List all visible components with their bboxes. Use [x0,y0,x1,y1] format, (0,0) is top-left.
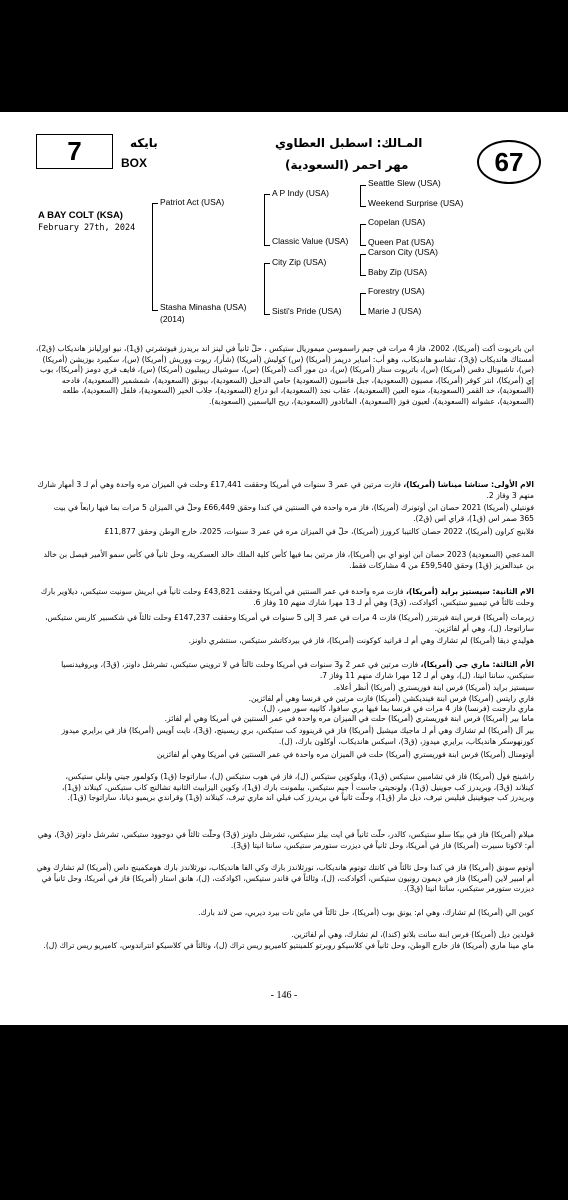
pedigree-ggs-1: Seattle Slew (USA) [368,178,441,188]
dam3-item-10: كوين الي (أمريكا) لم تشارك، وهي ام: يونق بوب (أمريكا)، حل ثالثاً في ماين تات بيرد ديربي، صن لاند بارك. [198,908,534,917]
dam3-item-12: ماي مينا ماري (أمريكا) فاز خارج الوطن، وحل ثانياً في كلاسيكو روبرتو كلمينتيو كاميريو ريس تراك (ل)، وثالثاً في كلاسيكو انتراندوس، كاميريو ريس تراك (ل). [43,941,534,950]
pedigree-gs2: Classic Value (USA) [272,236,349,246]
dam3-text: فازت مرتين في عمر 2 و3 سنوات في أمريكا وحلت ثالثاً في لا ترويني ستيكس، تشرشل داونز، (ق3)، وبروفيدنسيا ستيكس، ساننا انيتا، (ل)، وهي أم لـ 12 مهرا شارك منهم 11 وفاز 7. [61,660,534,680]
pedigree-bracket-1 [360,185,366,207]
sire-paragraph: ابن باتريوت أكت (أمريكا)، 2002، فاز 4 مرات في جيم راسموسن ميموريال ستيكس ، حلّ ثانياً في لينز اند بريدرز فيوتشرتي (ق1)، نيو اورليانز هانديكاب (ق2)، أمستاك هانديكاب (ق3)، تشاسو هانديكاب، وهو أب: امباير دريمز (أمريكا) (س) كوليش (أمريكا) (شأر)، ريوت ووريش (أمريكا) (س)، سكيبرد بوزيشن (أمريكا) (س)، تاشيونال دقس (أمريكا) (س)، باتريوت ستار (أمريكا) (س)، دن مور أكت (أمريكا) (س)، سوشيال ريبيليون (أمريكا) (س)، فايف فري دومز (أمريكا)، بوب إي (أمريكا)، انتر كوفر (أمريكا)، مصيون (السعودية)، جبل قاسيون (السعودية) حامي الدخيل (السعودية)، بيونق (السعودية)، شمشمير (السعودية)، فادحه (السعودية)، خد القمر (السعودية)، منوه العين (السعودية)، عقاب نجد (السعودية)، ابو دراع (السعودية)، جلاب الخير (السعودية)، فلفل (السعودية)، طلعه (السعودية)، عشوانه (السعودية)، لعيون فوز (السعودية)، الماتادور (السعودية)، ريح الياسمين (السعودية). [35,344,534,406]
dam3-item-3: ماري دارجنت (فرنسا) فاز 4 مرات في فرنسا بما فيها بري سافوا، كانييه سور مير، (ل). [261,704,534,713]
pedigree-ggs-3: Copelan (USA) [368,217,426,227]
pedigree-ggs-4: Queen Pat (USA) [368,237,435,247]
pedigree-bracket-3 [360,254,366,276]
pedigree-gs3: City Zip (USA) [272,257,327,267]
pedigree-ggs-7: Forestry (USA) [368,286,425,296]
pedigree-sire: Patriot Act (USA) [160,197,225,207]
dam3-item-9: أوتوم سونق (أمريكا) فاز في كندا وحل ثالثاً في كانتك توتوم هانديكاب، نورثلاندز بارك وكي الفا هانديكاب، نورثلاندز بارك هومكمينج داس (أمريكا) لم تشارك وهي أم امبير لاين (أمريكا) فاز في ديمون رونيون ستيكس، أكوادكت، (ل)، وثالثاً في قاندر ستيكس، اكوادكت، (ل)، هانق استار (أمريكا) فاز في أمريكا، وحل ثانياً في ديزرت ستورمر ستيكس، سانتا انيتا (ق3). [36,863,534,894]
pedigree-gs1: A P Indy (USA) [272,188,330,198]
dam3-item-5: بير آل (أمريكا) لم تشارك وهي أم لـ ماجيك ميشيل (أمريكا) فاز في قرينوود كب ستيكس، بري ريسينج، (ق3)، نايت آويس (أمريكا) فاز في برايري ميدوز كورنهوسكر هانديكاب، برايري ميدوز، (ق3)، اسيكس هانديكاب، أوكلون بارك، (ل). [61,726,534,746]
dam3-item-4: ماما بير (أمريكا) فرس ابنة فوريستري (أمريكا) حلت في الميزان مره واحدة في عمر السنتين في أمريكا وهي أم لفائز. [164,714,534,723]
dam3-item-2: فاري رايتس (أمريكا) فرس ابنة فينديكشن (أمريكا) فازت مرتين في فرنسا وهي أم لفائزين. [248,694,534,703]
dam3-item-6: أوتومنال (أمريكا) فرس ابنة فوريستري (أمريكا) حلت في الميزان مره واحدة في عمر السنتين في أمريكا وهي أم لفائزين [156,750,534,759]
dam2-section [34,587,534,608]
box-label-en: BOX [121,156,148,170]
dam2-text: فازت مره واحدة في عمر السنتين في أمريكا وحققت ‎£43,821‎ وحلت ثانياً في ابريش سونيت ستيكس، ديلاوير بارك وحلت ثالثاً في تيمبيو ستيكس، أكوادكت، (ق3) وهي أم لـ 13 مهرا شارك منهم 10 وفاز 6. [40,587,534,607]
dam1-item-2: فلابنج كراون (أمريكا)، 2022 حصان كالتيبا كرورز (أمريكا)، حلّ في الميزان مره في عمر 3 سنوات، 2025، خارج الوطن وحقق ‎£11,877 [104,527,534,536]
owner-label: المـالك: اسطبل العطاوي [275,136,423,150]
colt-label-ar: مهر احمر (السعودية) [285,158,409,172]
pedigree-bracket-dam [264,263,270,315]
pedigree-ggs-6: Baby Zip (USA) [368,267,428,277]
dam1-item-3: المدعجي (السعودية) 2023 حصان ابن اونو اي بي (أمريكا)، فاز مرتين بما فيها كأس كلية الملك خالد العسكرية، وحل ثانياً في كأس سمو الأمير فيصل بن خالد بن عبدالعزيز (ق1) وحقق ‎£59,540‎ من 4 مشاركات فقط. [43,550,534,570]
box-label-ar: بايكه [130,136,158,150]
dam2-item-1: زيرمات (أمريكا) فرس ابنة فيرنتزر (أمريكا) فازت 4 مرات في عمر 3 إلى 5 سنوات في أمريكا وحققت ‎£147,237‎ وحلت ثالثاً في شكسبير كاربس ستيكس، ساراتوجا، (ل)، وهي أم لفائزين. [45,613,534,633]
dam1-text: فازت مرتين في عمر 3 سنوات في أمريكا وحققت ‎£17,441‎ وحلت في الميزان مره واحدة وهي أم لـ 3 أمهار شارك منهم 3 وفاز 2. [37,480,534,500]
pedigree-ggs-5: Carson City (USA) [368,247,438,257]
dam2-item-2: هوليدي ديقا (أمريكا) لم تشارك وهي أم لـ قرانيد كوكونت (أمريكا)، فاز في بيردكاتشر ستيكس، سنتشري داونز. [188,636,534,645]
horse-name: A BAY COLT (KSA) [38,210,123,221]
dam3-section [34,660,534,681]
pedigree-bracket-main [152,203,158,311]
dam2-title: الام الثانية: سيستيز برايد (أمريكا)، [405,587,534,596]
horse-dob: February 27th, 2024 [38,223,136,233]
dam3-item-11: قولدين ديل (أمريكا) فرس ابنة سانت بلاتو (كندا)، لم تشارك، وهي أم لفائزين. [291,930,534,939]
page-number: - 146 - [270,990,298,1001]
pedigree-ggs-8: Marie J (USA) [368,306,422,316]
dam1-section [34,480,534,501]
pedigree-bracket-2 [360,224,366,246]
dam3-item-8: ميلام (أمريكا) فاز في بيكا سلو ستيكس، كالدر، حلّت ثانياً في ايت بيلز ستيكس، تشرشل داونز (ق3) وحلّت ثالثاً في دوجوود ستيكس، تشرشل داونز (ق3)، وهي أم: لاكوتا سبيرت (أمريكا) فاز في أمريكا، وحل ثانياً في ديزرت ستورمر ستيكس، سانتا انيتا (ق3). [37,830,534,850]
dam1-item-1: فونتيلي (أمريكا) 2021 حصان ابن أوتونرك (أمريكا)، فاز مره واحدة في السنتين في كندا وحقق ‎£66,449‎ وحلّ في الميزان 5 مرات بما فيها رابعاً في بيت 365 صمر اس (ق1)، قراي اس (ق2). [53,503,534,523]
dam3-item-7: راشينج فول (أمريكا) فاز في تشامبين ستيكس (ق1)، ويلوكوين ستيكس (ل)، فاز في هوب ستيكس (ل)، ساراتوجا (ق1) وكولمور جيني وابلي ستيكس، كينلاند (ق3)، وبريدرز كب جوينيل (ق1)، ولونجيتي جاست أ جيم ستيكس، بيلمونت بارك (ق1)، وكوين اليزابيث الثانية تشالنج كاب ستيكس، كينلاند (ق1)، وبريدرز كب جيوفينيل فيليس تيرف، ديل مار (ق1)، وحلّت ثانياً في بريدرز كب فيلي اند ماري تيرف، كينلاند (ق1) وقراندي بريميو ديانا، ساراتوجا (ق1). [61,772,534,803]
pedigree-dam-year: (2014) [160,314,185,324]
dam3-item-1: سيستيز برايد (أمريكا) فرس ابنة فوريستري (أمريكا) أنظر أعلاه. [333,683,534,692]
pedigree-gs4: Sisti's Pride (USA) [272,306,342,316]
lot-number: 67 [477,140,541,184]
pedigree-ggs-2: Weekend Surprise (USA) [368,198,464,208]
dam3-title: الأم الثالثة: ماري جي (أمريكا)، [420,660,534,669]
pedigree-bracket-4 [360,293,366,315]
pedigree-bracket-sire [264,194,270,246]
dam1-title: الام الأولى: ستاشا ميناشا (أمريكا)، [403,480,534,489]
box-number: 7 [36,134,113,169]
pedigree-dam: Stasha Minasha (USA) [160,302,247,312]
